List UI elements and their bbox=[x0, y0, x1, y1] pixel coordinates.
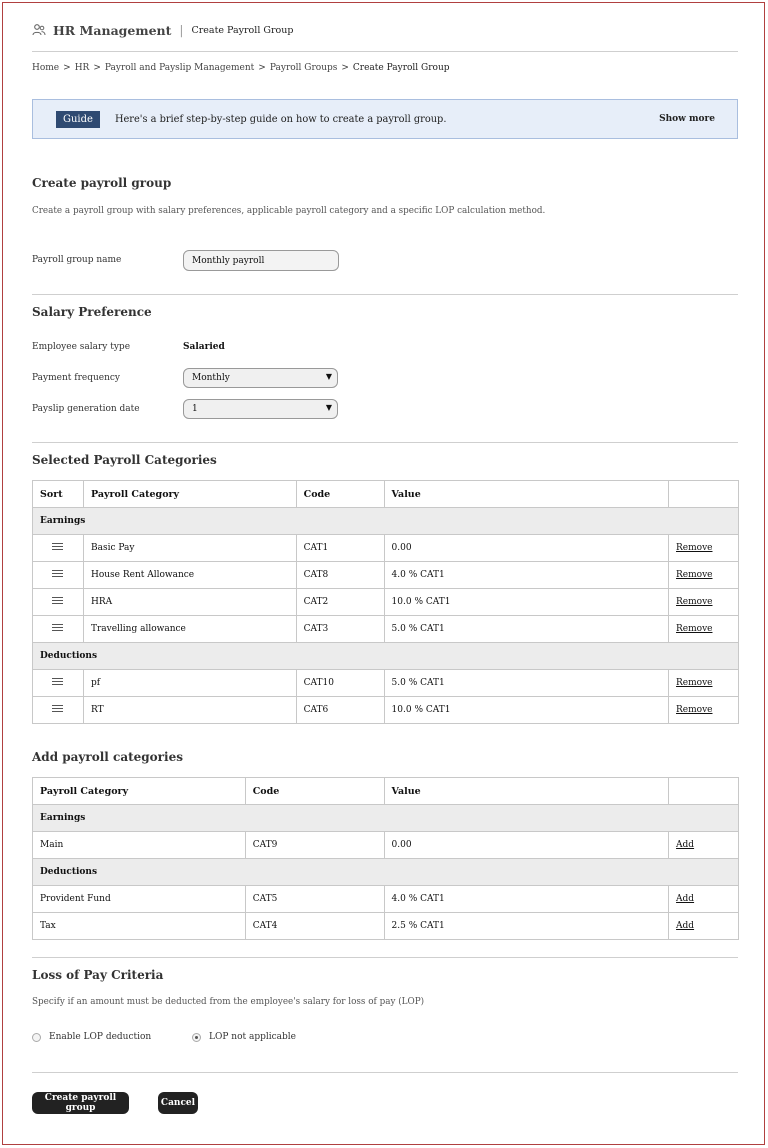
show-more-link[interactable]: Show more bbox=[659, 114, 715, 124]
category-cell: RT bbox=[83, 697, 296, 724]
action-cell bbox=[669, 913, 739, 940]
app-subtitle: Create Payroll Group bbox=[191, 24, 294, 36]
guide-badge: Guide bbox=[56, 111, 100, 128]
breadcrumb-payroll-management[interactable]: Payroll and Payslip Management bbox=[104, 63, 255, 73]
drag-handle[interactable] bbox=[33, 670, 84, 697]
code-cell: CAT9 bbox=[245, 832, 384, 859]
guide-banner bbox=[32, 99, 738, 139]
category-cell: Travelling allowance bbox=[83, 616, 296, 643]
lop-enable-label: Enable LOP deduction bbox=[49, 1032, 152, 1042]
value-cell: 0.00 bbox=[384, 832, 669, 859]
action-cell bbox=[669, 832, 739, 859]
app-header bbox=[32, 20, 293, 40]
selected-heading: Selected Payroll Categories bbox=[32, 453, 217, 467]
add-heading: Add payroll categories bbox=[32, 750, 183, 764]
section-divider bbox=[32, 294, 738, 295]
group-label: Deductions bbox=[33, 859, 739, 886]
remove-link[interactable]: Remove bbox=[676, 570, 713, 580]
lop-heading: Loss of Pay Criteria bbox=[32, 968, 164, 982]
salary-type-value: Salaried bbox=[183, 342, 225, 352]
section-divider bbox=[32, 957, 738, 958]
drag-handle-icon bbox=[52, 703, 63, 714]
drag-handle[interactable] bbox=[33, 535, 84, 562]
group-row-deductions bbox=[33, 859, 739, 886]
category-cell: HRA bbox=[83, 589, 296, 616]
column-header: Payroll Category bbox=[83, 481, 296, 508]
code-cell: CAT6 bbox=[296, 697, 384, 724]
users-icon bbox=[32, 23, 46, 37]
table-header-row bbox=[33, 481, 739, 508]
category-cell: Provident Fund bbox=[33, 886, 246, 913]
selected-categories-table bbox=[32, 480, 739, 724]
drag-handle-icon bbox=[52, 622, 63, 633]
value-cell: 5.0 % CAT1 bbox=[384, 670, 668, 697]
column-header: Value bbox=[384, 481, 668, 508]
drag-handle[interactable] bbox=[33, 562, 84, 589]
code-cell: CAT5 bbox=[245, 886, 384, 913]
code-cell: CAT2 bbox=[296, 589, 384, 616]
radio-unchecked-icon bbox=[32, 1033, 41, 1042]
action-cell bbox=[669, 670, 739, 697]
section-divider bbox=[32, 1072, 738, 1073]
group-row-earnings bbox=[33, 508, 739, 535]
value-cell: 4.0 % CAT1 bbox=[384, 886, 669, 913]
payment-frequency-label: Payment frequency bbox=[32, 373, 121, 383]
column-header: Value bbox=[384, 778, 669, 805]
table-row bbox=[33, 697, 739, 724]
dropdown-arrow-icon: ▼ bbox=[325, 372, 332, 381]
header-divider bbox=[32, 51, 738, 52]
create-heading: Create payroll group bbox=[32, 176, 172, 190]
payslip-date-value: 1 bbox=[192, 404, 198, 414]
dropdown-arrow-icon: ▼ bbox=[325, 403, 332, 412]
column-header: Sort bbox=[33, 481, 84, 508]
code-cell: CAT4 bbox=[245, 913, 384, 940]
code-cell: CAT10 bbox=[296, 670, 384, 697]
lop-not-applicable-label: LOP not applicable bbox=[209, 1032, 296, 1042]
table-row bbox=[33, 886, 739, 913]
breadcrumb-home[interactable]: Home bbox=[32, 63, 60, 73]
remove-link[interactable]: Remove bbox=[676, 597, 713, 607]
breadcrumb-payroll-groups[interactable]: Payroll Groups bbox=[269, 63, 338, 73]
action-cell bbox=[669, 535, 739, 562]
add-link[interactable]: Add bbox=[676, 894, 695, 904]
column-header: Payroll Category bbox=[33, 778, 246, 805]
drag-handle-icon bbox=[52, 595, 63, 606]
payslip-date-label: Payslip generation date bbox=[32, 404, 140, 414]
action-cell bbox=[669, 886, 739, 913]
add-categories-table bbox=[32, 777, 739, 940]
table-row bbox=[33, 535, 739, 562]
drag-handle-icon bbox=[52, 541, 63, 552]
create-description: Create a payroll group with salary preferences, applicable payroll category and a specific LOP calculation method. bbox=[32, 206, 546, 216]
column-header bbox=[669, 778, 739, 805]
drag-handle-icon bbox=[52, 676, 63, 687]
table-row bbox=[33, 913, 739, 940]
lop-description: Specify if an amount must be deducted from the employee's salary for loss of pay (LOP) bbox=[32, 997, 425, 1007]
group-row-earnings bbox=[33, 805, 739, 832]
drag-handle[interactable] bbox=[33, 616, 84, 643]
remove-link[interactable]: Remove bbox=[676, 543, 713, 553]
group-row-deductions bbox=[33, 643, 739, 670]
column-header: Code bbox=[245, 778, 384, 805]
value-cell: 5.0 % CAT1 bbox=[384, 616, 668, 643]
code-cell: CAT1 bbox=[296, 535, 384, 562]
table-row bbox=[33, 832, 739, 859]
value-cell: 4.0 % CAT1 bbox=[384, 562, 668, 589]
value-cell: 0.00 bbox=[384, 535, 668, 562]
drag-handle[interactable] bbox=[33, 589, 84, 616]
drag-handle[interactable] bbox=[33, 697, 84, 724]
salary-heading: Salary Preference bbox=[32, 305, 152, 319]
section-divider bbox=[32, 442, 738, 443]
breadcrumb-separator: > bbox=[341, 63, 349, 73]
category-cell: Basic Pay bbox=[83, 535, 296, 562]
group-name-label: Payroll group name bbox=[32, 255, 122, 265]
code-cell: CAT3 bbox=[296, 616, 384, 643]
group-label: Deductions bbox=[33, 643, 739, 670]
group-name-input[interactable] bbox=[183, 250, 339, 271]
action-cell bbox=[669, 589, 739, 616]
table-row bbox=[33, 589, 739, 616]
value-cell: 2.5 % CAT1 bbox=[384, 913, 669, 940]
action-cell bbox=[669, 697, 739, 724]
cancel-button[interactable]: Cancel bbox=[158, 1092, 198, 1114]
group-label: Earnings bbox=[33, 508, 739, 535]
action-cell bbox=[669, 616, 739, 643]
value-cell: 10.0 % CAT1 bbox=[384, 589, 668, 616]
create-payroll-group-button[interactable]: Create payroll group bbox=[32, 1092, 129, 1114]
add-link[interactable]: Add bbox=[676, 840, 695, 850]
lop-enable-option[interactable] bbox=[32, 1032, 151, 1042]
group-label: Earnings bbox=[33, 805, 739, 832]
table-row bbox=[33, 670, 739, 697]
table-header-row bbox=[33, 778, 739, 805]
guide-text: Here's a brief step-by-step guide on how to create a payroll group. bbox=[114, 113, 447, 125]
action-cell bbox=[669, 562, 739, 589]
remove-link[interactable]: Remove bbox=[676, 678, 713, 688]
breadcrumb-hr[interactable]: HR bbox=[74, 63, 90, 73]
category-cell: pf bbox=[83, 670, 296, 697]
column-header: Code bbox=[296, 481, 384, 508]
radio-checked-icon bbox=[192, 1033, 201, 1042]
breadcrumb bbox=[32, 63, 454, 73]
category-cell: House Rent Allowance bbox=[83, 562, 296, 589]
breadcrumb-separator: > bbox=[258, 63, 266, 73]
breadcrumb-current: Create Payroll Group bbox=[352, 63, 450, 73]
breadcrumb-separator: > bbox=[93, 63, 101, 73]
code-cell: CAT8 bbox=[296, 562, 384, 589]
lop-not-applicable-option[interactable] bbox=[192, 1032, 296, 1042]
table-row bbox=[33, 616, 739, 643]
drag-handle-icon bbox=[52, 568, 63, 579]
payment-frequency-select[interactable] bbox=[183, 368, 338, 388]
table-row bbox=[33, 562, 739, 589]
category-cell: Main bbox=[33, 832, 246, 859]
add-link[interactable]: Add bbox=[676, 921, 695, 931]
payment-frequency-value: Monthly bbox=[192, 373, 230, 383]
payslip-date-select[interactable] bbox=[183, 399, 338, 419]
remove-link[interactable]: Remove bbox=[676, 705, 713, 715]
value-cell: 10.0 % CAT1 bbox=[384, 697, 668, 724]
category-cell: Tax bbox=[33, 913, 246, 940]
remove-link[interactable]: Remove bbox=[676, 624, 713, 634]
app-title: HR Management bbox=[53, 22, 172, 38]
breadcrumb-separator: > bbox=[63, 63, 71, 73]
column-header bbox=[669, 481, 739, 508]
title-separator: | bbox=[179, 23, 184, 37]
salary-type-label: Employee salary type bbox=[32, 342, 131, 352]
